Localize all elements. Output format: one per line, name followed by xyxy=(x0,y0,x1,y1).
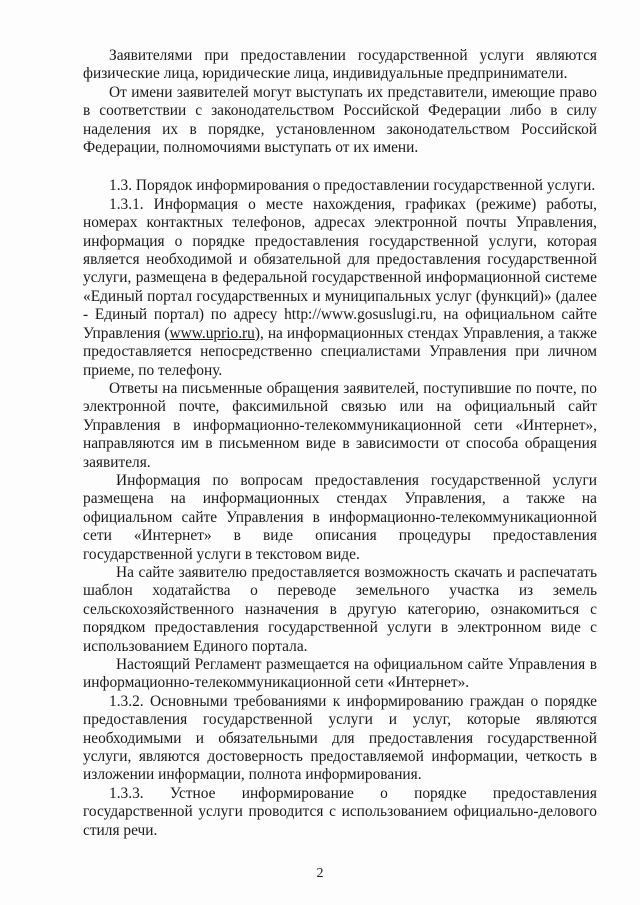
paragraph-1-3-1: 1.3.1. Информация о месте нахождения, графиках (режиме) работы, номерах контактных телефонов, адресах электронной почты Управления, информация о порядке предоставления государственной услуги, которая является необходимой и обязательной для предоставления государственной услуги, размещена в федеральной государственной информационной системе «Единый портал государственных и муниципальных услуг (функций)» (далее - Единый портал) по адресу http://www.gosuslugi.ru, на официальном сайте Управления (www.uprio.ru), на информационных стендах Управления, а также предоставляется непосредственно специалистами Управления при личном приеме, по телефону. xyxy=(83,195,598,379)
paragraph-info-stands: Информация по вопросам предоставления государственной услуги размещена на информационных стендах Управления, а также на официальном сайте Управления в информационно-телекоммуникационной сети «Интернет» в виде описания процедуры предоставления государственной услуги в текстовом виде. xyxy=(83,471,597,563)
paragraph-website-download: На сайте заявителю предоставляется возможность скачать и распечатать шаблон ходатайства о переводе земельного участка из земель сельскохозяйственного назначения в другую категорию, ознакомиться с порядком предоставления государственной услуги в электронном виде с использованием Единого портала. xyxy=(83,563,597,655)
paragraph-1-3-3: 1.3.3. Устное информирование о порядке предоставления государственной услуги проводится с использованием официально-делового стиля речи. xyxy=(83,784,597,839)
page-number: 2 xyxy=(316,866,324,881)
paragraph-regulation-published: Настоящий Регламент размещается на официальном сайте Управления в информационно-телекоммуникационной сети «Интернет». xyxy=(83,656,597,692)
paragraph-applicants: Заявителями при предоставлении государственной услуги являются физические лица, юридические лица, индивидуальные предприниматели. xyxy=(83,47,597,83)
section-heading-1-3: 1.3. Порядок информирования о предоставлении государственной услуги. xyxy=(109,177,596,195)
paragraph-1-3-2: 1.3.2. Основными требованиями к информированию граждан о порядке предоставления государственной услуги и услуг, которые являются необходимыми и обязательными для предоставления государственной услуги, являются достоверность предоставляемой информации, четкость в изложении информации, полнота информирования. xyxy=(83,692,597,784)
website-link[interactable]: www.uprio.ru xyxy=(169,324,255,342)
paragraph-representatives: От имени заявителей могут выступать их представители, имеющие право в соответствии с законодательством Российской Федерации либо в силу наделения их в порядке, установленном законодательством Российской Федерации, полномочиями выступать от их имени. xyxy=(83,83,597,157)
paragraph-written-responses: Ответы на письменные обращения заявителей, поступившие по почте, по электронной почте, факсимильной связью или на официальный сайт Управления в информационно-телекоммуникационной сети «Интернет», направляются им в письменном виде в зависимости от способа обращения заявителя. xyxy=(83,379,597,471)
document-body xyxy=(83,47,597,840)
section-gap xyxy=(83,157,597,177)
